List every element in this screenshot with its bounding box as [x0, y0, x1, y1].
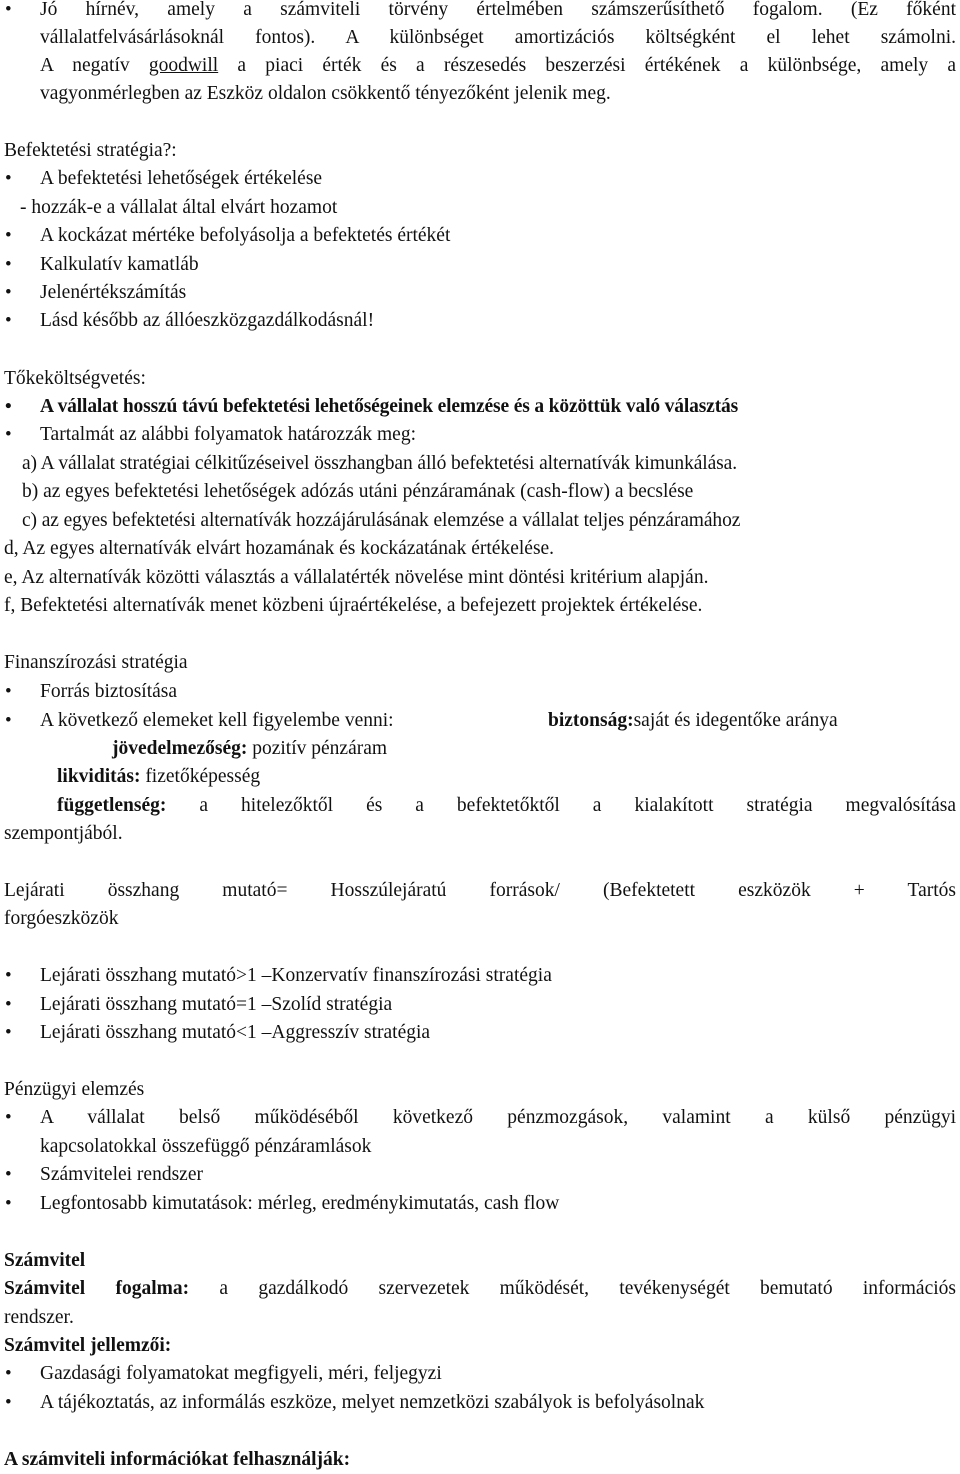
list-item: • Lejárati összhang mutató=1 –Szolíd stratégia: [40, 991, 392, 1019]
likviditas-text: fizetőképesség: [140, 766, 261, 787]
biztonsag-text: saját és idegentőke aránya: [633, 710, 838, 731]
list-item: • Lásd később az állóeszközgazdálkodásnál!: [40, 307, 374, 335]
penzugyi-heading: Pénzügyi elemzés: [4, 1079, 145, 1100]
fogalma-text: a gazdálkodó szervezetek működését, tevékenységét bemutató információs: [189, 1278, 956, 1299]
szamvitel-fogalma-line: [4, 1275, 956, 1303]
list-item: • Lejárati összhang mutató>1 –Konzervatív finanszírozási stratégia: [40, 962, 552, 990]
felhasznaljak-heading: A számviteli információkat felhasználják:: [4, 1449, 351, 1470]
list-item: • A befektetési lehetőségek értékelése: [40, 165, 322, 193]
biztonsag-line: [548, 707, 838, 735]
goodwill-bullet-line-3-text: a piaci érték és a részesedés beszerzési értékének a különbsége, amely a: [237, 55, 957, 76]
fogalma-label: Számvitel fogalma:: [4, 1278, 190, 1299]
list-item: - hozzák-e a vállalat által elvárt hozamot: [20, 197, 338, 218]
szamvitel-jellemzoi-heading: Számvitel jellemzői:: [4, 1335, 172, 1356]
list-item: • A következő elemeket kell figyelembe venni:: [40, 707, 394, 735]
process-step: d, Az egyes alternatívák elvárt hozamának és kockázatának értékelése.: [4, 538, 555, 559]
process-step: f, Befektetési alternatívák menet közbeni újraértékelése, a befejezett projektek értékelése.: [4, 595, 703, 616]
goodwill-bullet-line-4: vagyonmérlegben az Eszköz oldalon csökkentő tényezőként jelenik meg.: [40, 83, 611, 104]
goodwill-bullet-line-2: vállalatfelvásárlásoknál fontos). A különbséget amortizációs költségként el lehet számolni.: [40, 27, 956, 48]
list-item: • Kalkulatív kamatláb: [40, 251, 199, 279]
fuggetlenseg-line: [57, 792, 956, 820]
list-item: • Forrás biztosítása: [40, 678, 177, 706]
list-item: • A vállalat belső működéséből következő pénzmozgások, valamint a külső pénzügyi: [40, 1104, 956, 1132]
list-item: • Számvitelei rendszer: [40, 1161, 203, 1189]
goodwill-bullet-line-3: [40, 52, 956, 80]
lejarati-formula-line-1: Lejárati összhang mutató= Hosszúlejáratú források/ (Befektetett eszközök + Tartós: [4, 880, 956, 901]
lejarati-formula-line-2: forgóeszközök: [4, 908, 119, 929]
list-item-cont: kapcsolatokkal összefüggő pénzáramlások: [40, 1136, 372, 1157]
list-item: • Tartalmát az alábbi folyamatok határozzák meg:: [40, 421, 416, 449]
list-item: • Legfontosabb kimutatások: mérleg, eredménykimutatás, cash flow: [40, 1190, 559, 1218]
jovedelmezoseg-line: [112, 735, 387, 763]
list-item: • A kockázat mértéke befolyásolja a befektetés értékét: [40, 222, 450, 250]
jovedelmezoseg-text: pozitív pénzáram: [247, 738, 388, 759]
process-step: e, Az alternatívák közötti választás a vállalatérték növelése mint döntési kritérium alapján.: [4, 567, 709, 588]
szamvitel-heading: Számvitel: [4, 1250, 86, 1271]
list-item: • A tájékoztatás, az informálás eszköze, melyet nemzetközi szabályok is befolyásolnak: [40, 1389, 704, 1417]
list-item: • Jelenértékszámítás: [40, 279, 186, 307]
szamvitel-fogalma-cont: rendszer.: [4, 1307, 74, 1328]
list-item: • Gazdasági folyamatokat megfigyeli, méri, feljegyzi: [40, 1360, 442, 1388]
list-item: • A vállalat hosszú távú befektetési lehetőségeinek elemzése és a közöttük való választás: [40, 393, 738, 421]
fuggetlenseg-text: a hitelezőktől és a befektetőktől a kialakított stratégia megvalósítása: [166, 795, 956, 816]
finansz-heading: Finanszírozási stratégia: [4, 652, 188, 673]
likviditas-label: likviditás:: [57, 766, 141, 787]
goodwill-bullet-line-1: • Jó hírnév, amely a számviteli törvény értelmében számszerűsíthető fogalom. (Ez főként: [40, 0, 956, 24]
process-step: a) A vállalat stratégiai célkitűzéseivel összhangban álló befektetési alternatívák kimunkálása.: [22, 453, 737, 474]
list-item: • Lejárati összhang mutató<1 –Aggresszív stratégia: [40, 1019, 430, 1047]
fuggetlenseg-cont: szempontjából.: [4, 823, 123, 844]
process-step: b) az egyes befektetési lehetőségek adózás utáni pénzáramának (cash-flow) a becslése: [22, 481, 694, 502]
process-step: c) az egyes befektetési alternatívák hozzájárulásának elemzése a vállalat teljes pénzáramához: [22, 510, 741, 531]
jovedelmezoseg-label: jövedelmezőség:: [112, 738, 248, 759]
tokekoltseg-heading: Tőkeköltségvetés:: [4, 368, 146, 389]
biztonsag-label: biztonság:: [548, 710, 634, 731]
fuggetlenseg-label: függetlenség:: [57, 795, 167, 816]
negative-prefix: A negatív: [40, 55, 130, 76]
goodwill-term: goodwill: [148, 55, 219, 76]
likviditas-line: [57, 763, 260, 791]
befektetesi-heading: Befektetési stratégia?:: [4, 140, 177, 161]
